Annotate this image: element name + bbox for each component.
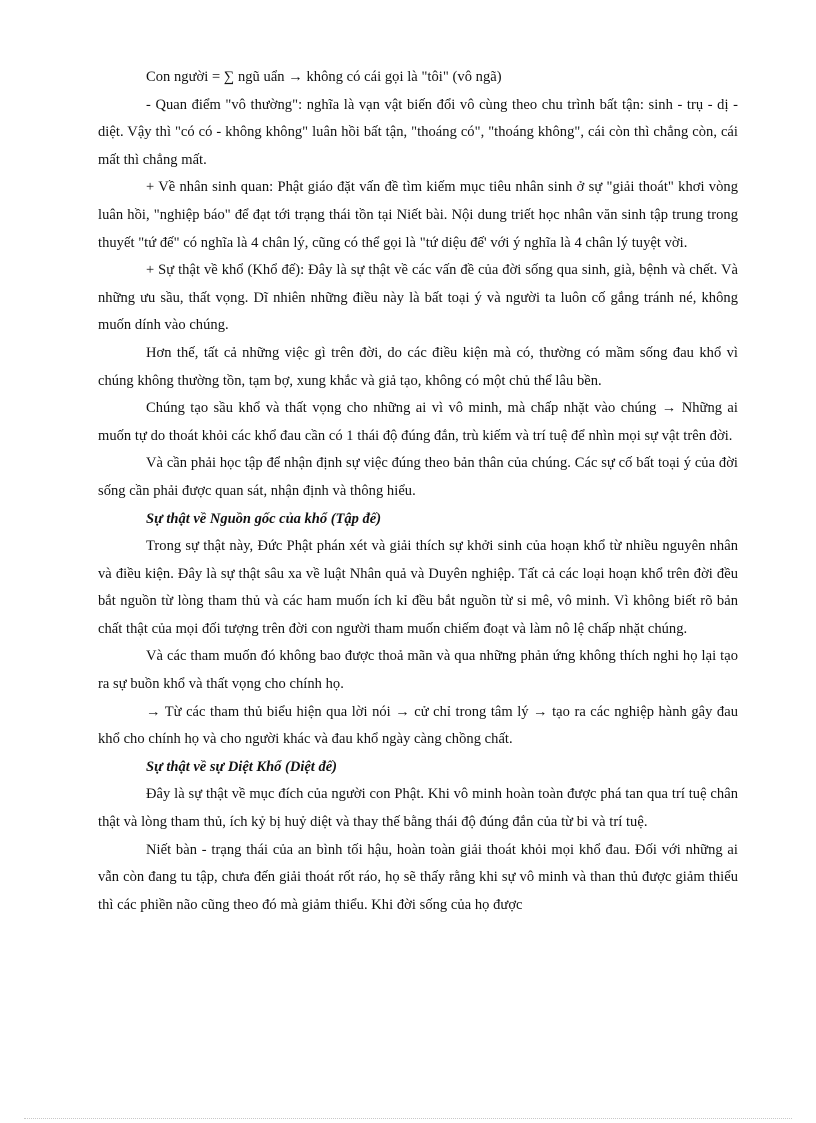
section-heading-diet-de: Sự thật về sự Diệt Khổ (Diệt đế) xyxy=(146,758,337,775)
section-heading-tap-de: Sự thật về Nguồn gốc của khổ (Tập đế) xyxy=(146,510,382,527)
paragraph-hon-the: Hơn thế, tất cả những việc gì trên đời, do các điều kiện mà có, thường có mầm sống đau khổ vì chúng không thường tồn, tạm bợ, xung khắc và giả tạo, không có một chủ thể lâu bền. xyxy=(98,344,738,389)
paragraph-vo-thuong: - Quan điểm "vô thường": nghĩa là vạn vật biến đổi vô cùng theo chu trình bất tận: sinh - trụ - dị - diệt. Vậy thì "có có - không không" luân hồi bất tận, "thoáng có", "thoáng không", cái còn thì chẳng còn, cái mất thì chẳng mất. xyxy=(98,96,738,168)
paragraph-con-nguoi: Con người = ∑ ngũ uẩn → không có cái gọi là "tôi" (vô ngã) xyxy=(146,69,502,85)
paragraph-muc-dich: Đây là sự thật về mục đích của người con Phật. Khi vô minh hoàn toàn được phá tan qua trí tuệ chân thật và lòng tham thủ, ích kỷ bị huỷ diệt và thay thế bằng thái độ đúng đắn của từ bi và trí tuệ. xyxy=(98,786,738,831)
paragraph-nghiep-hanh: → Từ các tham thủ biểu hiện qua lời nói → cử chỉ trong tâm lý → tạo ra các nghiệp hành gây đau khổ cho chính họ và cho người khác và đau khổ ngày càng chồng chất. xyxy=(98,703,738,748)
paragraph-tham-muon: Và các tham muốn đó không bao được thoả mãn và qua những phản ứng không thích nghi họ lại tạo ra sự buồn khổ và thất vọng cho chính họ. xyxy=(98,648,738,693)
paragraph-kho-de: + Sự thật về khổ (Khổ đế): Đây là sự thật về các vấn đề của đời sống qua sinh, già, bệnh và chết. Và những ưu sầu, thất vọng. Dĩ nhiên những điều này là bất toại ý và người ta luôn cố gắng tránh né, không muốn dính vào chúng. xyxy=(98,262,738,334)
paragraph-nguon-goc-kho: Trong sự thật này, Đức Phật phán xét và giải thích sự khởi sinh của hoạn khổ từ nhiều nguyên nhân và điều kiện. Đây là sự thật sâu xa về luật Nhân quả và Duyên nghiệp. Tất cả các loại hoạn khổ trên đời đều bắt nguồn từ lòng tham thủ và các ham muốn ích kỉ đều bắt nguồn từ si mê, vô minh. Vì không biết rõ bản chất thật của mọi đối tượng trên đời con người tham muốn chiếm đoạt và làm nô lệ chấp nhặt chúng. xyxy=(98,538,738,637)
document-page xyxy=(98,64,738,919)
paragraph-chung-tao-sau-kho: Chúng tạo sầu khổ và thất vọng cho những ai vì vô minh, mà chấp nhặt vào chúng → Những ai muốn tự do thoát khỏi các khổ đau cần có 1 thái độ đúng đắn, trù kiếm và trí tuệ để nhìn mọi sự vật trên đời. xyxy=(98,400,738,444)
page-bottom-divider xyxy=(24,1118,792,1119)
paragraph-niet-ban: Niết bàn - trạng thái của an bình tối hậu, hoàn toàn giải thoát khỏi mọi khổ đau. Đối với những ai vẫn còn đang tu tập, chưa đến giải thoát rốt ráo, họ sẽ thấy rằng khi sự vô minh và than thủ được giảm thiểu thì các phiền não cũng theo đó mà giảm thiểu. Khi đời sống của họ được xyxy=(98,841,738,913)
paragraph-nhan-sinh-quan: + Về nhân sinh quan: Phật giáo đặt vấn đề tìm kiếm mục tiêu nhân sinh ở sự "giải thoát" khơi vòng luân hồi, "nghiệp báo" để đạt tới trạng thái tồn tại Niết bài. Nội dung triết học nhân văn sinh tập trung trong thuyết "tứ đế" có nghĩa là 4 chân lý, cũng có thể gọi là "tứ diệu đế' với ý nghĩa là 4 chân lý tuyệt vời. xyxy=(98,179,738,251)
paragraph-hoc-tap: Và cần phải học tập để nhận định sự việc đúng theo bản thân của chúng. Các sự cố bất toại ý của đời sống cần phải được quan sát, nhận định và thông hiểu. xyxy=(98,455,738,499)
